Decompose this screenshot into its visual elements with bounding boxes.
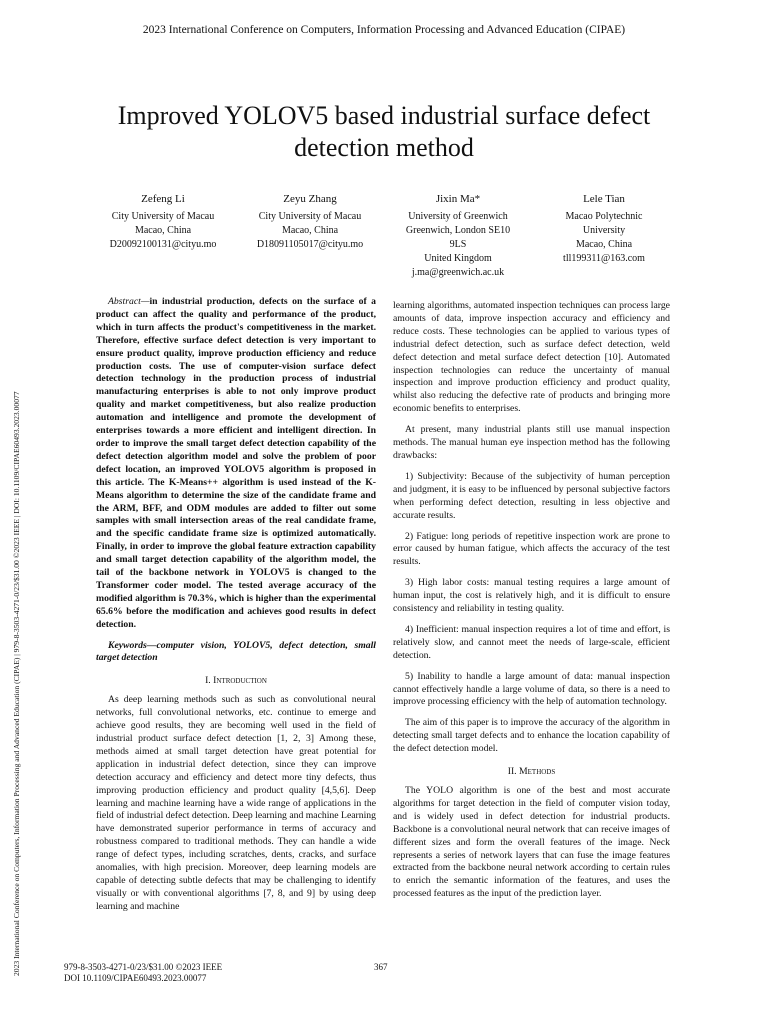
body-paragraph: At present, many industrial plants still use manual inspection methods. The manual human eye inspection method has the following drawbacks: [393,424,670,461]
author-location: Macao, China [281,225,339,236]
list-item-subjectivity: 1) Subjectivity: Because of the subjectivity of human perception and judgment, it is easy to be influenced by personal subjective factors when performing defect detection, resulting in less objective and accurate results. [393,470,670,521]
methods-paragraph: The YOLO algorithm is one of the best and most accurate algorithms for target detection in the field of computer vision today, and is widely used in defect detection for industrial products. Backbone is a convolutional neural network that can receive images of different sizes and form the overall features of the image. Neck represents a series of network layers that can fuse the image features extracted from the backbone neural network according to certain rules to enrich the semantic information of the features, and uses the processed features as the input of the prediction layer. [393,785,670,900]
list-item-data-volume: 5) Inability to handle a large amount of data: manual inspection cannot effectively handle a large volume of data, so there is a need to improve processing efficiency with the help of automation technology. [393,670,670,708]
author-email: j.ma@greenwich.ac.uk [411,267,505,278]
list-item-fatigue: 2) Fatigue: long periods of repetitive inspection work are prone to error caused by human fatigue, which affects the accuracy of the test results. [393,530,670,568]
author-address: Greenwich, London SE10 [405,225,511,236]
side-metadata-text: 2023 International Conference on Computers, Information Processing and Advanced Education (CIPAE) | 979-8-3503-4271-0/23/$31.00 ©2023 IEEE | DOI: 10.1109/CIPAE60493.2023.00077 [12,391,21,976]
author-name: Jixin Ma* [435,193,481,205]
author-affiliation: Macao Polytechnic [565,211,643,222]
author-email: tll199311@163.com [563,253,645,264]
list-item-labor-costs: 3) High labor costs: manual testing requires a large amount of human input, the cost is relatively high, and it is difficult to ensure consistency and reliability in testing quality. [393,577,670,615]
abstract [96,296,376,632]
author-block-2 [233,192,387,252]
abstract-lead: Abstract— [108,296,150,307]
title-line-1: Improved YOLOV5 based industrial surface defect [117,101,651,130]
author-email: D18091105017@cityu.mo [256,239,364,250]
keywords: Keywords—computer vision, YOLOV5, defect detection, small target detection [96,639,376,664]
author-affiliation: City University of Macau [111,211,215,222]
author-name: Zefeng Li [141,193,185,205]
author-affiliation-cont: University [582,225,626,236]
author-name: Zeyu Zhang [283,193,337,205]
author-address-postcode: 9LS [449,239,467,250]
author-location: Macao, China [575,239,633,250]
author-block-4 [527,192,681,266]
section-heading-methods: II. Methods [507,766,556,778]
abstract-body: in industrial production, defects on the surface of a product can affect the quality and performance of the product, which in turn affects the product's competitiveness in the market. Therefore, effective surface defect detection is very important to ensure product quality, improve production efficiency and reduce production costs. The use of computer-vision surface defect detection technology in the production process of industrial manufacturing enterprises is able to not only improve product quality and market competitiveness, but also realize production automation and intelligence and promote the development of enterprises towards a more efficient and intelligent direction. In order to improve the small target defect detection capability of the defect detection algorithm model and solve the problem of poor defect location, an improved YOLOV5 algorithm is proposed in this article. The K-Means++ algorithm is used instead of the K-Means algorithm to determine the size of the candidate frame and the ARM, BFF, and ODM modules are added to filter out some samples with small intersection areas of the real candidate frame, and the specific candidate frame size is optimized automatically. Finally, in order to improve the global feature extraction capability and small target detection capability of the algorithm model, the tail of the backbone network in YOLOV5 is changed to the Transformer coder model. The tested average accuracy of the modified algorithm is 70.3%, which is higher than the experimental 65.6% before the modification and achieves good results in defect detection. [96,296,376,630]
author-location: Macao, China [134,225,192,236]
list-item-inefficient: 4) Inefficient: manual inspection requires a lot of time and effort, is relatively slow, and cannot meet the needs of large-scale, efficient detection. [393,623,670,661]
author-country: United Kingdom [424,253,492,264]
footer-doi-line: DOI 10.1109/CIPAE60493.2023.00077 [64,973,207,983]
paper-title [80,100,688,164]
footer-isbn-line: 979-8-3503-4271-0/23/$31.00 ©2023 IEEE [64,962,223,972]
author-email: D20092100131@cityu.mo [109,239,217,250]
author-block-3 [381,192,535,280]
section-heading-introduction: I. Introduction [205,675,267,687]
author-name: Lele Tian [583,193,625,205]
body-paragraph: learning algorithms, automated inspection techniques can process large amounts of data, improve inspection accuracy and efficiency and reduce costs. These technologies can be applied to various types of industrial defect detection, such as surface defect detection, weld defect detection and metal surface defect detection [10]. Automated inspection technologies can reduce the uncertainty of manual inspection and improve production efficiency and product quality, whilst also reducing the defective rate of products and bringing more economic benefits to enterprises. [393,300,670,415]
author-affiliation: University of Greenwich [408,211,508,222]
title-line-2: detection method [294,133,474,162]
page-number: 367 [374,962,388,972]
left-column [96,296,376,914]
conference-header: 2023 International Conference on Computers, Information Processing and Advanced Education (CIPAE) [142,24,626,36]
author-block-1 [86,192,240,252]
right-column [393,300,670,901]
body-paragraph-aim: The aim of this paper is to improve the accuracy of the algorithm in detecting small target defects and to enhance the location capability of the defect detection model. [393,717,670,755]
footer-copyright [64,962,222,984]
author-affiliation: City University of Macau [258,211,362,222]
introduction-paragraph: As deep learning methods such as such as convolutional neural networks, full convolutional networks, etc. continue to emerge and achieve good results, they are becoming well used in the field of industrial product surface defect detection [1, 2, 3] Among these, methods aimed at small target detection have great potential for application in industrial defect detection, since they can improve detection accuracy and efficiency and detect more tiny defects, thus improving production efficiency and product quality [4,5,6]. Deep learning and machine learning have a wide range of applications in the field of industrial defect detection. Deep learning and machine Learning have demonstrated superior performance in terms of accuracy and robustness compared to traditional methods. They can handle a wide range of defect types, including scratches, dents, cracks, and surface anomalies, with high precision. Moreover, deep learning models are capable of detecting subtle defects that may be challenging to identify visually or with conventional algorithms [7, 8, and 9] by using deep learning and machine [96,694,376,912]
